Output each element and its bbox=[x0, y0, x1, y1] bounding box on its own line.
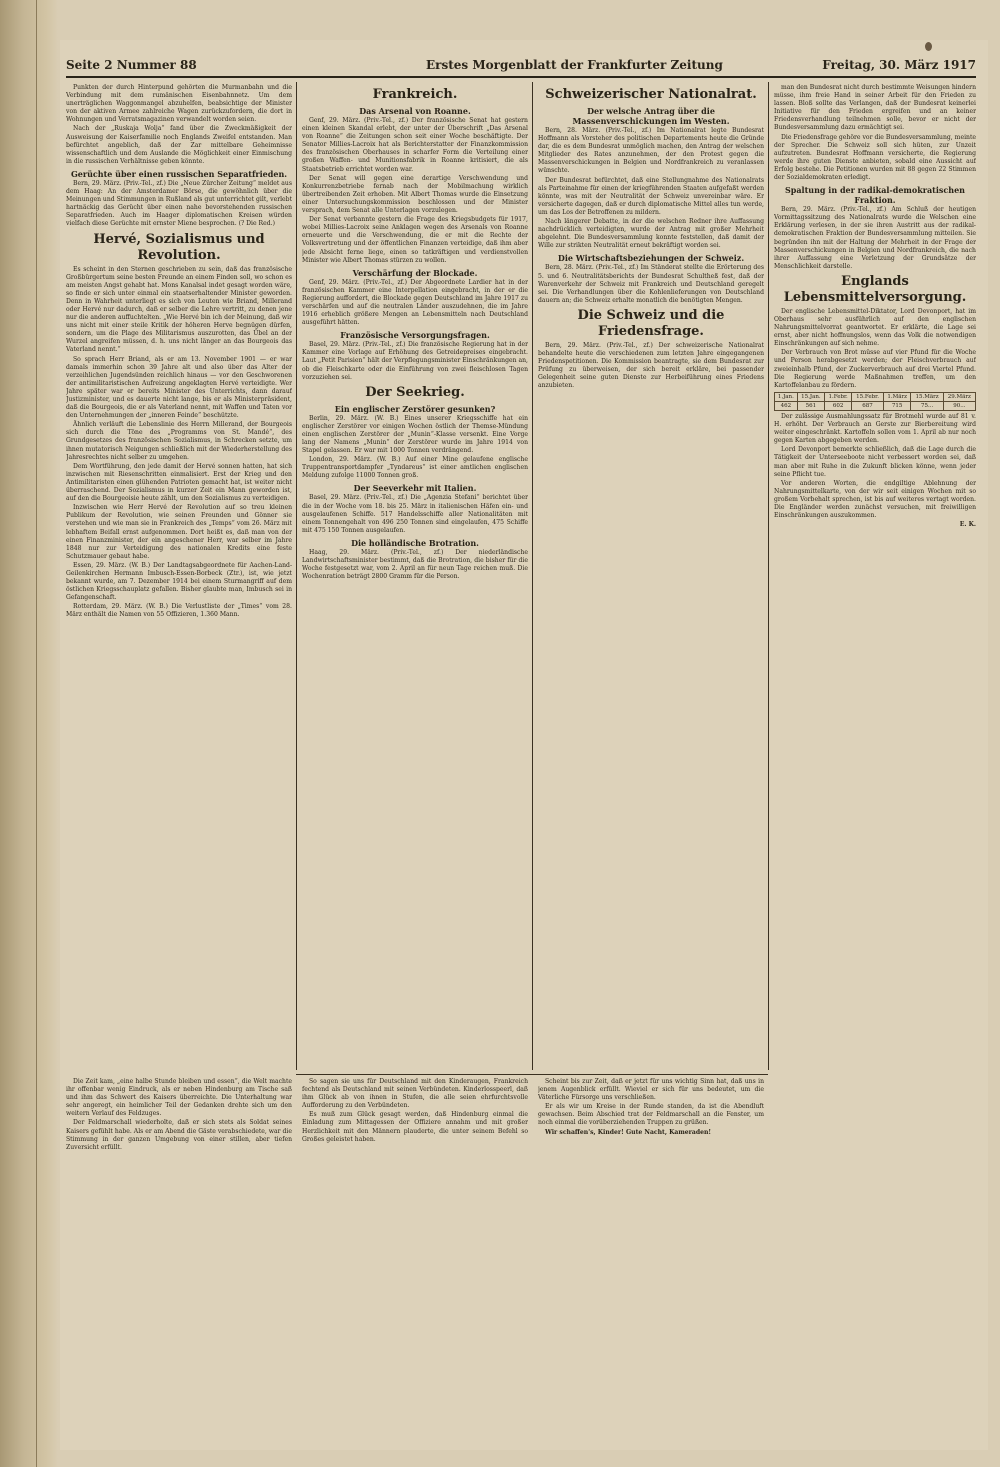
feuilleton-column-2 bbox=[302, 1078, 528, 1440]
table-cell: 602 bbox=[825, 401, 852, 410]
article-text: Nach der „Ruskaja Wolja“ fand über die Zweckmäßigkeit der Ausweisung der Kaiserfamilie noch Englands Zweifel entstanden. Man befürchtet angeblich, daß der Zar mittelbare Geheimnisse wissenschaftlich und dem Auslande die Möglichkeit einer Einmischung in die russischen Verhältnisse geben könnte. bbox=[66, 125, 292, 165]
column-3 bbox=[538, 84, 764, 1070]
headline-spaltung: Spaltung in der radikal-demokratischen Fraktion. bbox=[785, 185, 965, 206]
headline-zerstoerer: Ein englischer Zerstörer gesunken? bbox=[334, 403, 496, 414]
article-text: Berlin, 29. März. (W. B.) Eines unserer Kriegsschiffe hat ein englischer Zerstörer vor einigen Wochen östlich der Themse-Mündung einen englischen Zerstörer der „Munin“-Klasse versenkt. Eine Vorge lang der Namens „Munin“ der Zerstörer wurde im Jahre 1914 von Stapel gelassen. Er war mit 1000 Tonnen verdrängend. bbox=[302, 414, 528, 455]
table-header-cell: 15.Jan. bbox=[797, 392, 824, 401]
table-cell: 75... bbox=[911, 401, 943, 410]
article-text: Er als wir um Kreise in der Runde standen, da ist die Abendluft gewachsen. Beim Abschied trat der Feldmarschall an die Fenster, um noch einmal die vorüberziehenden Truppen zu grüßen. bbox=[538, 1103, 764, 1127]
issue-date: Freitag, 30. März 1917 bbox=[822, 58, 976, 72]
binding-fold-line bbox=[36, 0, 37, 1467]
article-text: Der englische Lebensmittel-Diktator, Lord Devonport, hat im Oberhaus sehr ausführlich auf den englischen Nahrungsmittelvorrat geantwortet. Er erklärte, die Lage sei ernst, aber nicht hoffnungslos, wenn das Volk die notwendigen Einschränkungen auf sich nehme. bbox=[774, 307, 976, 348]
article-text: Ähnlich verläuft die Lebenslinie des Herrn Millerand, der Bourgeois sich durch die Töne des „Programms von St. Mandé“, des Grundgesetzes des französischen Sozialismus, in Schrecken setzte, um ihnen mutatorisch Neigungen schließlich mit der Wiederherstellung des Jahresrechtes nicht selber zu umgehen. bbox=[66, 421, 292, 461]
newspaper-title: Erstes Morgenblatt der Frankfurter Zeitung bbox=[426, 58, 723, 72]
page-number: Seite 2 Nummer 88 bbox=[66, 58, 197, 72]
column-1 bbox=[66, 84, 292, 1070]
headline-wirtschaft: Die Wirtschaftsbeziehungen der Schweiz. bbox=[557, 253, 745, 264]
article-text: So sagen sie uns für Deutschland mit den Kinderaugen, Frankreich fechtend als Deutschland mit seinen Verbündeten. Kinderlosspeerl, daß ihm Glück ab von ihnen in Stufen, die alle seien ehrfurchtsvolle Aufforderung zu den Verbündeten. bbox=[302, 1078, 528, 1110]
column-4 bbox=[774, 84, 976, 1440]
article-text: Lord Devonport bemerkte schließlich, daß die Lage durch die Tätigkeit der Unterseeboote nicht verbessert worden sei, daß man aber mit Ruhe in die Zukunft blicken könne, wenn jeder seine Pflicht tue. bbox=[774, 446, 976, 478]
table-header-cell: 1.März bbox=[883, 392, 911, 401]
article-text: Genf, 29. März. (Priv.-Tel., zf.) Der französische Senat hat gestern einen kleinen Skandal erlebt, der unter der Überschrift „Das Arsenal von Roanne“ die Zeitungen schon seit einer Woche beschäftigte. Der Senator Millies-Lacroix hat als Berichterstatter der Finanzkommission des französischen Oberhauses in scharfer Form die Verteilung einer großen Waffen- und Munitionsfabrik in Roanne kritisiert, die als Staatsbetrieb errichtet worden war. bbox=[302, 117, 528, 173]
article-text: Scheint bis zur Zeit, daß er jetzt für uns wichtig Sinn hat, daß uns in jenem Augenblick erfüllt. Wieviel er sich für uns bedeutet, um die Väterliche Fürsorge uns verschließen. bbox=[538, 1078, 764, 1102]
article-text: Rotterdam, 29. März. (W. B.) Die Verlustliste der „Times“ vom 28. März enthält die Namen von 55 Offizieren, 1.360 Mann. bbox=[66, 603, 292, 619]
table-cell: 90... bbox=[943, 401, 975, 410]
table-cell: 561 bbox=[797, 401, 824, 410]
article-text: Inzwischen wie Herr Hervé der Revolution auf so treu kleinen Publikum der Revolution, wie seinen Freunden und Gönner sie verstehen und wie man sie in Frankreich des „Temps“ vom 26. März mit lebhaftem Beifall ernst aufgenommen. Dort heißt es, daß man von der einen Finanzminister, der ein angeschener Herr, war selber im Jahre 1848 nur zur Verteidigung des nationalen Kredits eine feste Schutzmauer gebaut habe. bbox=[66, 504, 292, 560]
article-text: Es muß zum Glück gesagt werden, daß Hindenburg einmal die Einladung zum Mittagessen der Offiziere annahm und mit großer Herzlichkeit mit den Männern plauderte, die unter seinem Befehl so Großes geleistet haben. bbox=[302, 1111, 528, 1143]
article-text: Basel, 29. März. (Priv.-Tel., zf.) Die französische Regierung hat in der Kammer eine Vorlage auf Erhöhung des Getreidepreises eingebracht. Laut „Petit Parisien“ hält der Verpflegungsminister Einschränkungen an, ob die Fleischkarte oder die Einführung von zwei fleischlosen Tagen vorzuziehen sei. bbox=[302, 341, 528, 381]
headline-antrag: Der welsche Antrag über die Massenverschickungen im Westen. bbox=[572, 106, 730, 126]
table-header-cell: 29.März bbox=[943, 392, 975, 401]
article-text: Der Verbrauch von Brot müsse auf vier Pfund für die Woche und Person herabgesetzt werden; der Fleischverbrauch auf zweieinhalb Pfund, der Zuckerverbrauch auf drei Viertel Pfund. Die Regierung werde Maßnahmen treffen, um den Kartoffelanbau zu fördern. bbox=[774, 349, 976, 389]
headline-geruechte: Gerüchte über einen russischen Separatfrieden. bbox=[70, 168, 288, 179]
article-text: Die Friedensfrage gehöre vor die Bundesversammlung, meinte der Sprecher. Die Schweiz soll sich hüten, zur Unzeit aufzutreten. Bundesrat Hoffmann versicherte, die Regierung werde ihre guten Dienste anbieten, sobald eine Aussicht auf Erfolg bestehe. Die Petitionen wurden mit 88 gegen 22 Stimmen der Sozialdemokraten erledigt. bbox=[774, 133, 976, 182]
article-text: Der zulässige Ausmahlungssatz für Brotmehl wurde auf 81 v. H. erhöht. Der Verbrauch an Gerste zur Bierbereitung wird weiter eingeschränkt. Kartoffeln sollen vom 1. April ab nur noch gegen Karten abgegeben werden. bbox=[774, 413, 976, 445]
article-text: Es scheint in den Sternen geschrieben zu sein, daß das französische Großbürgertum seine besten Freunde an einem Finden soll, wo schon es am meisten Angst gehabt hat. Mons Kanalsal indet gesagt worden wäre, so finde er sich unter einmal ein staatserhaltender Minister geworden. Denn in Wahrheit unterliegt es sich von Leuten wie Briand, Millerand oder Hervé nur dadurch, daß er selber die Lehre vertritt, zu denen jene nur die anderen auffuchtelten. „Wie Hervé bin ich der Meinung, daß wir uns nicht mit einer steile Kritik der höheren Herve begnügen dürfen, sondern, um die Plage des Militarismus auszurotten, das Übel an der Wurzel angreifen müssen, d. h. uns nicht länger an das Bourgeois das Vaterland nennt.“ bbox=[66, 265, 292, 354]
table-cell: 715 bbox=[883, 401, 911, 410]
article-text: Essen, 29. März. (W. B.) Der Landtagsabgeordnete für Aachen-Land-Geilenkirchen Hermann Imbusch-Essen-Borbeck (Ztr.), ist, wie jetzt bekannt wurde, am 7. Dezember 1914 bei einem Sturmangriff auf dem östlichen Kriegsschauplatz gefallen. Bisher glaubte man, Imbusch sei in Gefangenschaft. bbox=[66, 561, 292, 602]
column-rule bbox=[768, 82, 769, 1070]
headline-blockade: Verschärfung der Blockade. bbox=[352, 267, 478, 278]
author-signature: E. K. bbox=[959, 521, 976, 529]
article-text: Vor anderen Worten, die endgiltige Ablehnung der Nahrungsmittelkarte, von der wir seit einigen Wochen mit so großem Vorbehalt sprechen, ist bis auf weiteres vertagt worden. Die Engländer werden zunächst versuchen, mit freiwilligen Einschränkungen auszukommen. bbox=[774, 479, 976, 520]
article-text: Bern, 28. März. (Priv.-Tel., zf.) Im Nationalrat legte Bundesrat Hoffmann als Vorsteher des politischen Departements heute die Gründe dar, die es dem Bundesrat unmöglich machen, den Antrag der welschen Mitglieder des Rates anzunehmen, der den Protest gegen die Massenverschickungen in Belgien und Nordfrankreich zu veranlassen wünschte. bbox=[538, 127, 764, 175]
article-text: Haag, 29. März. (Priv.-Tel., zf.) Der niederländische Landwirtschaftsminister bestimmt, daß die Brotration, die bisher für die Woche festgesetzt war, vom 2. April an für neun Tage reichen muß. Die Wochenration beträgt 2800 Gramm für die Person. bbox=[302, 548, 528, 581]
feuilleton-column-3 bbox=[538, 1078, 764, 1440]
table-header-cell: 15.Febr. bbox=[852, 392, 884, 401]
headline-italien: Der Seeverkehr mit Italien. bbox=[353, 483, 477, 494]
article-text: Genf, 29. März. (Priv.-Tel., zf.) Der Abgeordnete Lardier hat in der französischen Kammer eine Interpellation eingebracht, in der er die Regierung auffordert, die Blockade gegen Deutschland im Jahre 1917 zu verschärfen und auf die neutralen Länder auszudehnen, die im Jahre 1916 erheblich größere Mengen an Lebensmitteln nach Deutschland ausgeführt hätten. bbox=[302, 278, 528, 327]
article-text: Der Bundesrat befürchtet, daß eine Stellungnahme des Nationalrats als Parteinahme für einen der kriegführenden Staaten aufgefaßt werden könnte, was mit der Neutralität der Schweiz unvereinbar wäre. Er versicherte dagegen, daß er durch diplomatische Mittel alles tun werde, um das Los der Betroffenen zu mildern. bbox=[538, 176, 764, 216]
article-text: Bern, 28. März. (Priv.-Tel., zf.) Im Ständerat stellte die Erörterung des 5. und 6. Neutralitätsberichts der Bundesrat Schultheß fest, daß der Warenverkehr der Schweiz mit Frankreich und Deutschland geregelt sei. Die Verhandlungen über die Kohlenlieferungen von Deutschland dauern an; die Schweiz erhalte monatlich die benötigten Mengen. bbox=[538, 264, 764, 304]
headline-arsenal: Das Arsenal von Roanne. bbox=[359, 106, 471, 116]
table-cell: 462 bbox=[775, 401, 798, 410]
table-header-cell: 15.März bbox=[911, 392, 943, 401]
feuilleton-column-1 bbox=[66, 1078, 292, 1440]
table-header-row bbox=[775, 392, 976, 401]
article-text: Nach längerer Debatte, in der die welschen Redner ihre Auffassung nachdrücklich verteidigten, wurde der Antrag mit großer Mehrheit abgelehnt. Die Bundesversammlung konnte feststellen, daß damit der Wille zur strikten Neutralität erneut bekräftigt worden sei. bbox=[538, 218, 764, 250]
headline-frankreich: Frankreich. bbox=[372, 87, 458, 102]
masthead bbox=[66, 56, 976, 78]
data-table bbox=[774, 392, 976, 411]
column-rule bbox=[296, 82, 297, 1070]
headline-holland: Die holländische Brotration. bbox=[351, 537, 479, 548]
column-2 bbox=[302, 84, 528, 1070]
headline-friedensfrage: Die Schweiz und die Friedensfrage. bbox=[577, 307, 725, 339]
article-text: So sprach Herr Briand, als er am 13. November 1901 — er war damals immerhin schon 39 Jahre alt und also über das Alter der verzeihlichen Jugendsünden reichlich hinaus — vor den Geschworenen der antimilitaristischen Aufreizung angeklagten Hervé verteidigte. Wer Jahre später war er bereits Minister des Unterrichts, dann darauf Justizminister, und es dauerte nicht lange, bis er als Ministerpräsident, daß die Bourgeois, die er als Vaterland nennt, mit Waffen und Taten vor den Unternehmungen der „inneren Feinde“ beschützte. bbox=[66, 355, 292, 420]
article-text: Bern, 29. März. (Priv.-Tel., zf.) Der schweizerische Nationalrat behandelte heute die verschiedenen zum letzten Jahre eingegangenen Friedenspetitionen. Die Kommission beantragte, sie dem Bundesrat zur Prüfung zu überweisen, der sich bereit erkläre, bei passender Gelegenheit seine guten Dienste zur Herbeiführung eines Friedens anzubieten. bbox=[538, 341, 764, 390]
headline-nationalrat: Schweizerischer Nationalrat. bbox=[545, 87, 757, 102]
article-text: Basel, 29. März. (Priv.-Tel., zf.) Die „Agenzia Stefani“ berichtet über die in der Woche vom 18. bis 25. März in italienischen Häfen ein- und ausgelaufenen Schiffe. 517 Handelsschiffe aller Nationalitäten mit einem Tonnengehalt von 496 250 Tonnen sind eingelaufen, 475 Schiffe mit 475 150 Tonnen ausgelaufen. bbox=[302, 494, 528, 534]
article-text: Der Senat will gegen eine derartige Verschwendung und Konkurrenzbetriebe fernab nach der Mobilmachung wirklich übertreibenden Zeit erhoben. Mit Albert Thomas wurde die Einsetzung einer Untersuchungskommission beschlossen und der Minister versprach, dem Senat alle Unterlagen vorzulegen. bbox=[302, 174, 528, 215]
punch-hole bbox=[925, 42, 932, 51]
table-cell: 687 bbox=[852, 401, 884, 410]
article-text: Bern, 29. März. (Priv.-Tel., zf.) Die „Neue Zürcher Zeitung“ meldet aus dem Haag: An der Amsterdamer Börse, die gewöhnlich über die Meinungen und Stimmungen in Rußland als gut unterrichtet gilt, verlebt hartnäckig das Gerücht über einen nahe bevorstehenden russischen Separatfrieden. Auch im Haager diplomatischen Kreisen würden vielfach diese Gerüchte mit ernster Miene besprochen. (? Die Red.) bbox=[66, 179, 292, 228]
article-text: Die Zeit kam, „eine halbe Stunde bleiben und essen“, die Welt machte ihr offenbar wenig Eindruck, als er neben Hindenburg am Tische saß und ihm das Schwert des Kaisers überreichte. Die Unterhaltung war sehr angeregt, ein heimlicher Teil der Gedanken drehte sich um den weitern Verlauf des Feldzuges. bbox=[66, 1078, 292, 1118]
table-row bbox=[775, 401, 976, 410]
book-binding-edge bbox=[0, 0, 58, 1467]
headline-seekrieg: Der Seekrieg. bbox=[365, 384, 465, 400]
headline-herve: Hervé, Sozialismus und Revolution. bbox=[93, 231, 265, 263]
article-text: London, 29. März. (W. B.) Auf einer Mine gelaufene englische Truppentransportdampfer „Tyndareus“ ist einer amtlichen englischen Meldung zufolge 11000 Tonnen groß. bbox=[302, 456, 528, 480]
article-text: Punkten der durch Hinterpund gehörten die Murmanbahn und die Verbindung mit dem rumänischen Eisenbahnnetz. Um dem unerträglichen Waggonmangel abzuhelfen, beabsichtige der Minister von der aktiven Armee zahlreiche Wagen zurückzufordern, die dort in Wohnungen und Verratsmagazinen verwandelt worden seien. bbox=[66, 84, 292, 124]
headline-england: Englands Lebensmittelversorgung. bbox=[783, 273, 967, 305]
article-text: man den Bundesrat nicht durch bestimmte Weisungen hindern müsse, ihm freie Hand in seiner Arbeit für den Frieden zu lassen. Bloß sollte das Verlangen, daß der Bundesrat keinerlei Initiative für den Frieden ergreifen und an keiner Friedensverhandlung teilnehmen solle, bevor er nicht der Bundesversammlung dazu ermächtigt sei. bbox=[774, 84, 976, 132]
article-closing-line: Wir schaffen's, Kinder! Gute Nacht, Kameraden! bbox=[545, 1128, 712, 1136]
article-text: Dem Wortführung, den jede damit der Hervé sonnen hatten, hat sich inzwischen mit Riesenschritten einmalisiert. Erst der Krieg und den Antimilitaristen einen glühenden Patrioten gemacht hat, ist weiter nicht überraschend. Der Sozialismus in kurzer Zeit ein Mann geworden ist, auf den die Bourgeoisie heute zählt, um den Sozialismus zu verteidigen. bbox=[66, 462, 292, 503]
table-header-cell: 1.Febr. bbox=[825, 392, 852, 401]
article-text: Der Feldmarschall wiederholte, daß er sich stets als Soldat seines Kaisers gefühlt habe. Als er am Abend die Gäste verabschiedete, war die Stimmung in der ganzen Umgebung von einer stillen, aber tiefen Zuversicht erfüllt. bbox=[66, 1119, 292, 1151]
table-header-cell: 1.Jan. bbox=[775, 392, 798, 401]
headline-versorgung: Französische Versorgungsfragen. bbox=[340, 330, 490, 341]
column-rule bbox=[532, 82, 533, 1070]
article-text: Bern, 29. März. (Priv.-Tel., zf.) Am Schluß der heutigen Vormittagssitzung des Nationalrats wurde die Welschen eine Erklärung verlesen, in der sie ihren Austritt aus der radikal-demokratischen Fraktion der Bundesversammlung mitteilen. Sie begründen ihn mit der Haltung der Mehrheit in der Frage der Massenverschickungen in Belgien und Nordfrankreich, die nach ihrer Auffassung eine Verletzung der Grundsätze der Menschlichkeit darstelle. bbox=[774, 206, 976, 270]
feuilleton-rule bbox=[296, 1074, 768, 1075]
article-text: Der Senat verbannte gestern die Frage des Kriegsbudgets für 1917, wobei Millies-Lacroix seine Anklagen wegen des Arsenals von Roanne erneuerte und die Verschwendung, die er mit die Rechte der Volksvertretung und der öffentlichen Finanzen verteidige, daß ihm aber jede Absicht ferne liege, einen so tatkräftigen und verdienstvollen Minister wie Albert Thomas stürzen zu wollen. bbox=[302, 216, 528, 264]
